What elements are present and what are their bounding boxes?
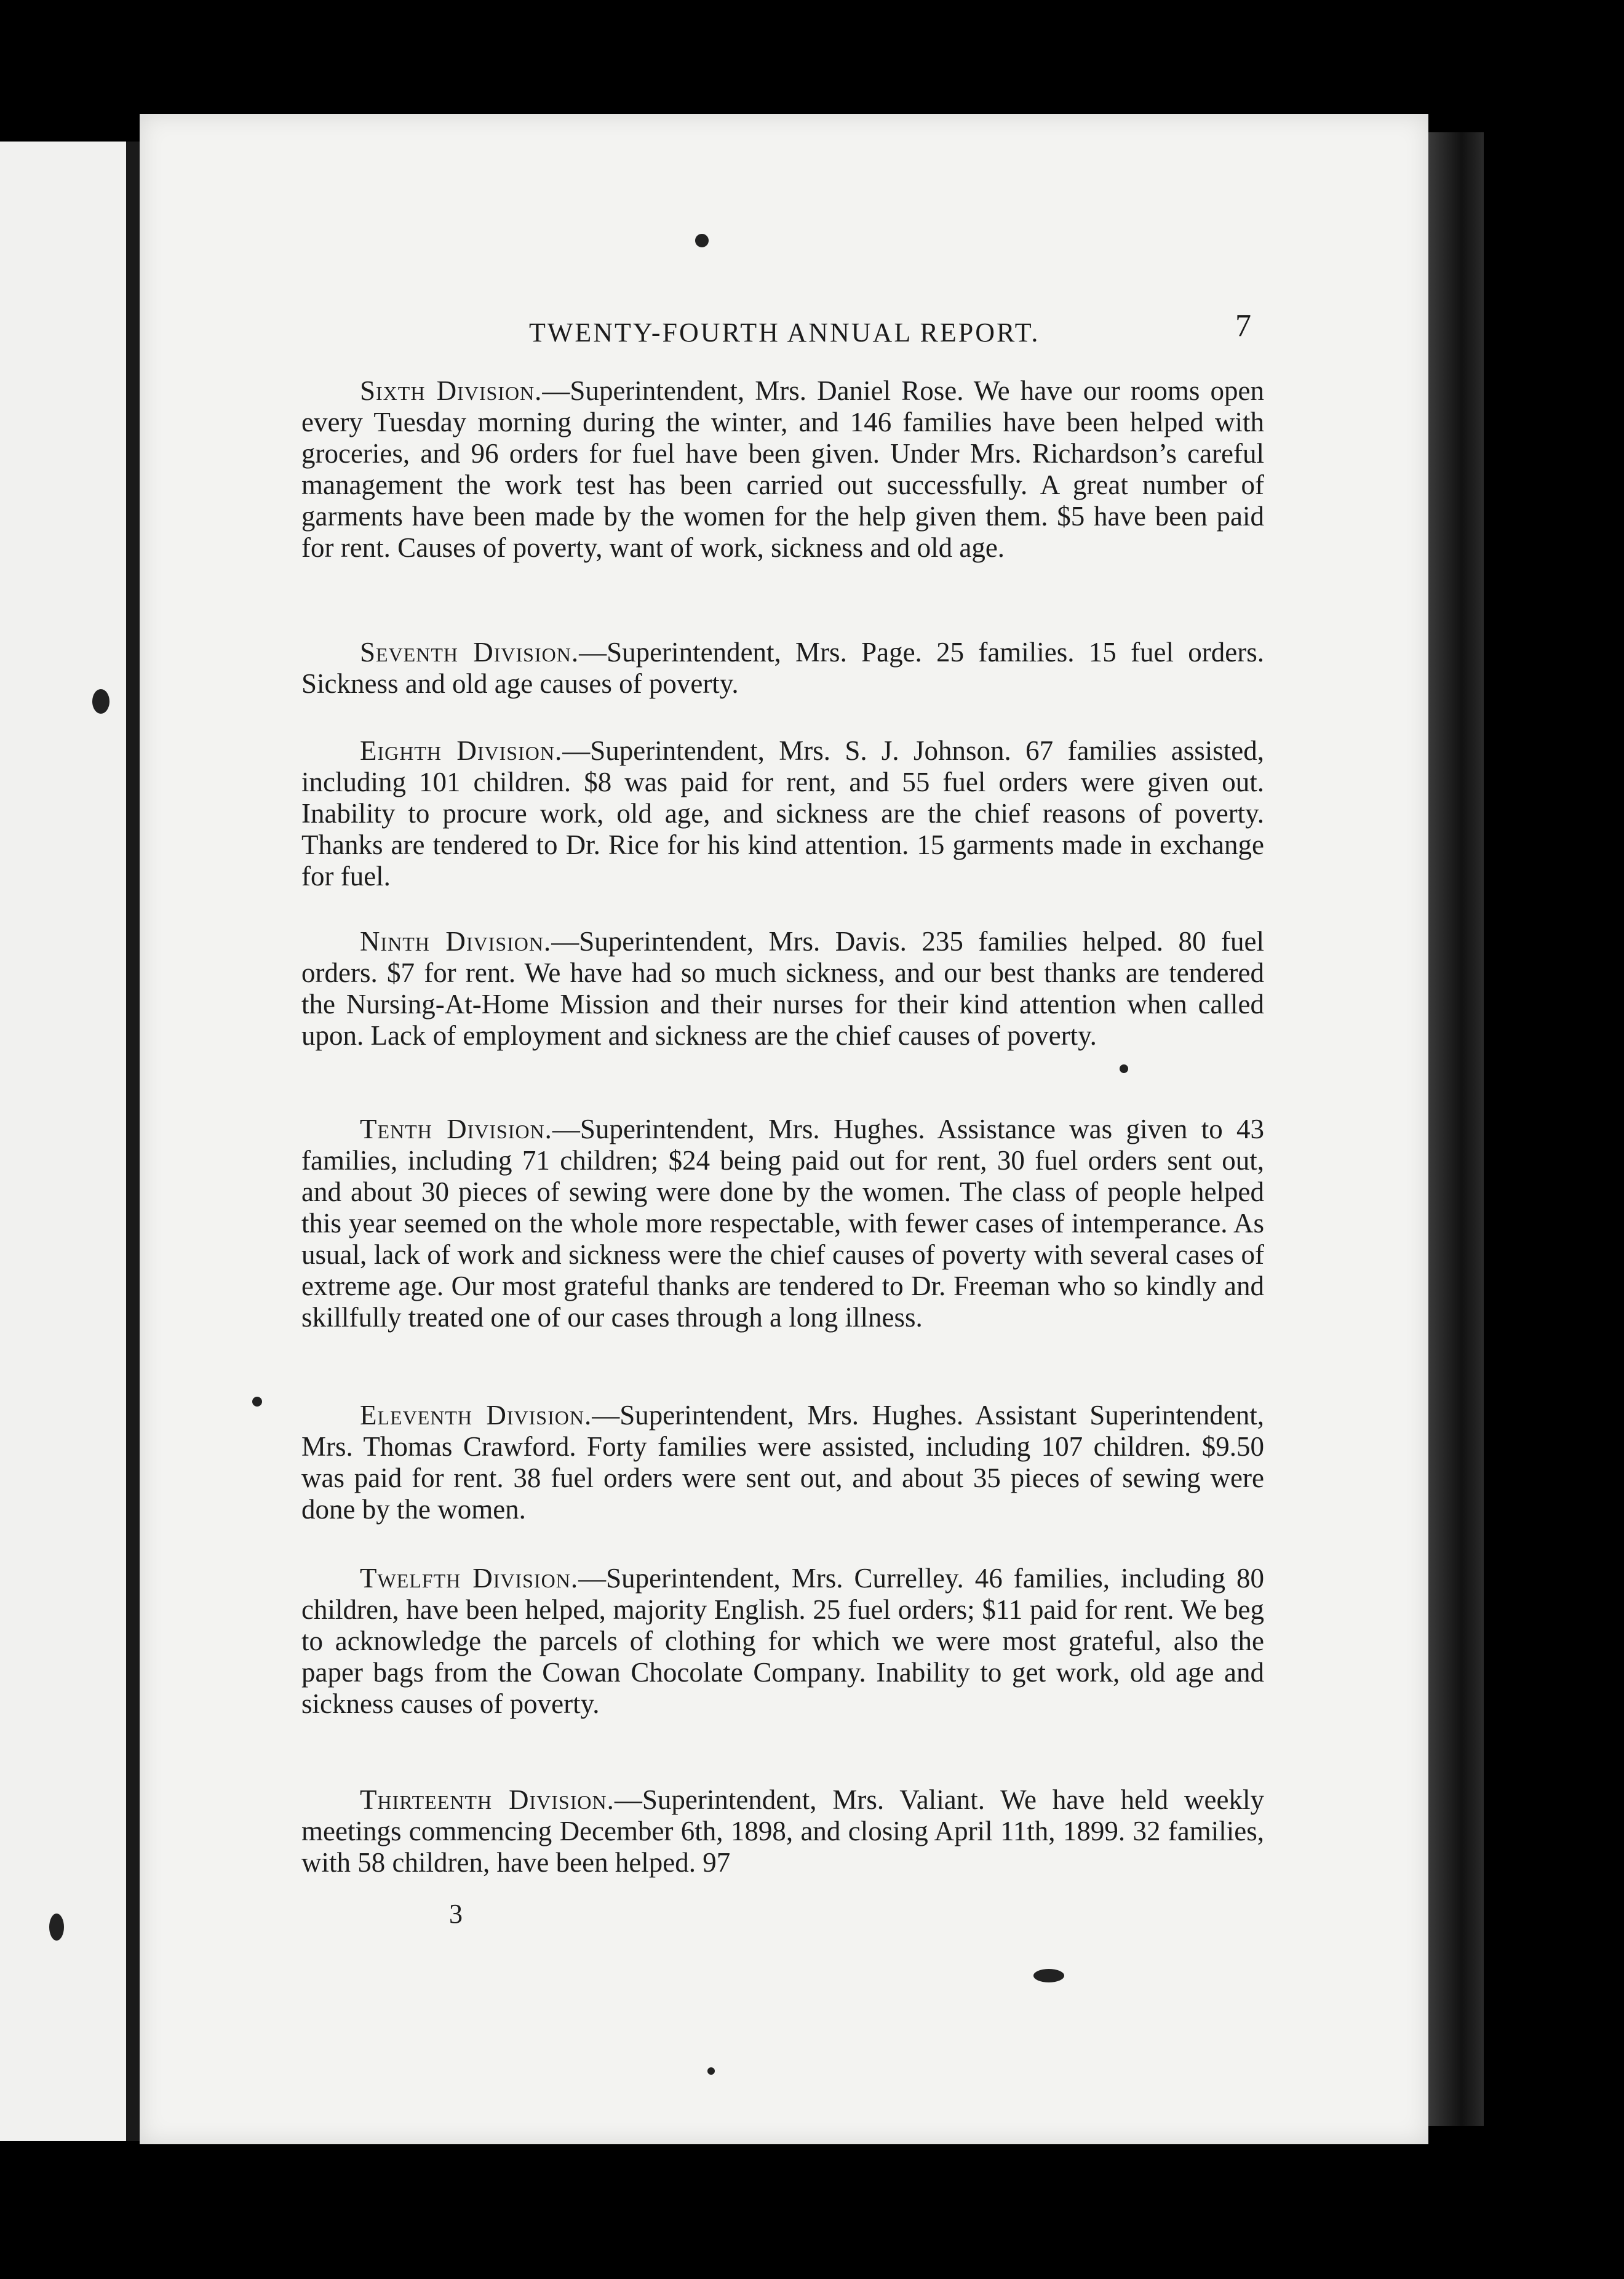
division-heading: Tenth Division. xyxy=(360,1114,552,1144)
division-heading: Seventh Division. xyxy=(360,637,579,668)
paragraph-sixth-division xyxy=(301,375,1264,564)
signature-mark: 3 xyxy=(449,1899,463,1929)
division-heading: Twelfth Division. xyxy=(360,1563,579,1594)
division-text: —Superintendent, Mrs. Currelley. 46 families, including 80 children, have been helped, majority English. 25 fuel orders; $11 paid for rent. We beg to acknowledge the parcels of clothing for which we were most grateful, also the paper bags from the Cowan Chocolate Company. Inability to get work, old age and sickness causes of poverty. xyxy=(301,1563,1264,1719)
division-text: —Superintendent, Mrs. Valiant. We have held weekly meetings commencing December 6th, 1898, and closing April 11th, 1899. 32 families, with 58 children, have been helped. 97 xyxy=(301,1784,1264,1878)
paragraph-eleventh-division xyxy=(301,1400,1264,1525)
scan-speck xyxy=(49,1914,64,1941)
division-heading: Sixth Division. xyxy=(360,375,543,406)
book-gutter xyxy=(126,142,140,2141)
scan-speck xyxy=(1120,1064,1128,1073)
book-spine-edge xyxy=(1428,132,1484,2126)
division-text: —Superintendent, Mrs. Hughes. Assistance was given to 43 families, including 71 children; $24 being paid out for rent, 30 fuel orders sent out, and about 30 pieces of sewing were done by the women. The class of people helped this year seemed on the whole more respectable, with fewer cases of intemperance. As usual, lack of work and sickness were the chief causes of poverty with several cases of extreme age. Our most grateful thanks are tendered to Dr. Freeman who so kindly and skillfully treated one of our cases through a long illness. xyxy=(301,1114,1264,1333)
paragraph-twelfth-division xyxy=(301,1563,1264,1720)
paragraph-ninth-division xyxy=(301,926,1264,1052)
division-text: —Superintendent, Mrs. Page. 25 families. 15 fuel orders. Sickness and old age causes of poverty. xyxy=(301,637,1264,699)
paragraph-tenth-division xyxy=(301,1114,1264,1333)
scan-speck xyxy=(695,234,709,247)
division-text: —Superintendent, Mrs. Daniel Rose. We have our rooms open every Tuesday morning during the winter, and 146 families have been helped with groceries, and 96 orders for fuel have been given. Under Mrs. Richardson’s careful management the work test has been carried out successfully. A great number of garments have been made by the women for the help given them. $5 have been paid for rent. Causes of poverty, want of work, sickness and old age. xyxy=(301,375,1264,563)
division-text: —Superintendent, Mrs. S. J. Johnson. 67 families assisted, including 101 children. $8 was paid for rent, and 55 fuel orders were given out. Inability to procure work, old age, and sickness are the chief reasons of poverty. Thanks are tendered to Dr. Rice for his kind attention. 15 garments made in exchange for fuel. xyxy=(301,735,1264,892)
scan-speck xyxy=(92,689,109,714)
division-heading: Eleventh Division. xyxy=(360,1400,592,1431)
division-text: —Superintendent, Mrs. Hughes. Assistant Superintendent, Mrs. Thomas Crawford. Forty families were assisted, including 107 children. $9.50 was paid for rent. 38 fuel orders were sent out, and about 35 pieces of sewing were done by the women. xyxy=(301,1400,1264,1525)
page-number: 7 xyxy=(1235,308,1251,343)
paragraph-seventh-division xyxy=(301,637,1264,700)
division-text: —Superintendent, Mrs. Davis. 235 families helped. 80 fuel orders. $7 for rent. We have had so much sickness, and our best thanks are tendered the Nursing-At-Home Mission and their nurses for their kind attention when called upon. Lack of employment and sickness are the chief causes of poverty. xyxy=(301,926,1264,1051)
scan-speck xyxy=(1033,1969,1064,1982)
scan-speck xyxy=(707,2067,715,2075)
scan-speck xyxy=(252,1397,262,1407)
division-heading: Eighth Division. xyxy=(360,735,563,766)
paragraph-eighth-division xyxy=(301,735,1264,892)
running-head: TWENTY-FOURTH ANNUAL REPORT. xyxy=(529,317,1040,348)
facing-page-edge xyxy=(0,142,126,2141)
division-heading: Thirteenth Division. xyxy=(360,1784,615,1815)
paragraph-thirteenth-division xyxy=(301,1784,1264,1878)
division-heading: Ninth Division. xyxy=(360,926,552,957)
